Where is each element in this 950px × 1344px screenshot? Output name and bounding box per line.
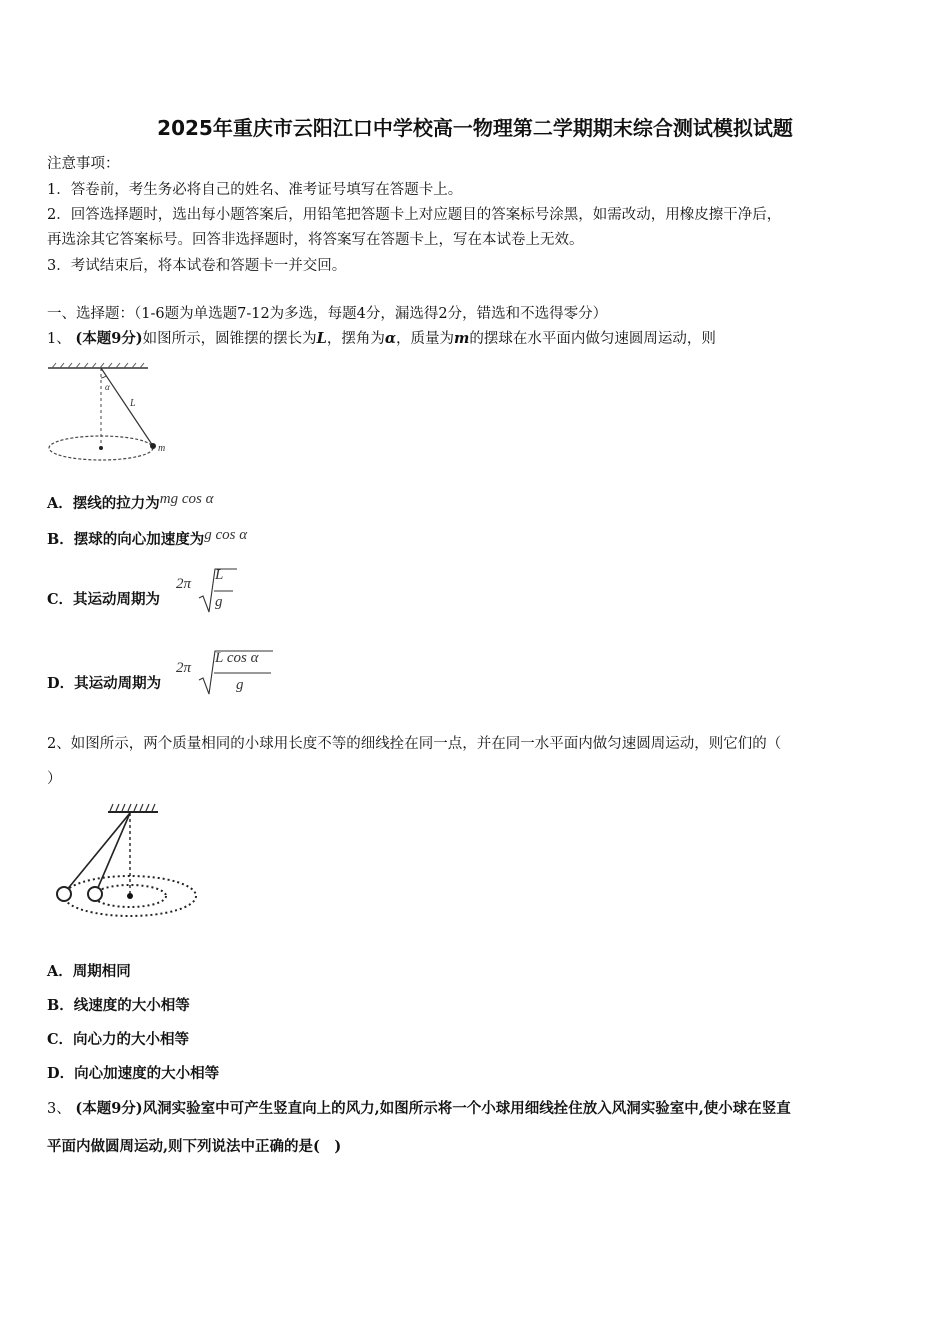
q1-option-c xyxy=(47,588,160,609)
q2-option-b-label: B． xyxy=(47,997,74,1014)
short-string xyxy=(97,813,130,890)
q1-option-a-label: A． xyxy=(47,495,73,512)
q1-option-c-numerator: L xyxy=(215,567,224,583)
q1-score: (本题9分) xyxy=(75,330,143,347)
q1-stem-b: ，摆角为 xyxy=(326,331,385,347)
q1-option-b-text: 摆球的向心加速度为 xyxy=(73,531,205,548)
q1-option-d-coef: 2π xyxy=(176,660,192,676)
q2-number: 2、 xyxy=(47,736,71,752)
angle-label: α xyxy=(105,382,110,392)
q2-option-c-label: C． xyxy=(47,1031,74,1048)
q1-option-b xyxy=(47,528,247,549)
section-heading: 一、选择题：（1-6题为单选题7-12为多选，每题4分，漏选得2分，错选和不选得零分） xyxy=(47,306,608,322)
q2-option-c xyxy=(47,1028,189,1049)
q1-option-a-formula: mg cos α xyxy=(159,491,214,507)
q2-option-a xyxy=(47,960,131,981)
outer-ball xyxy=(57,887,71,901)
q1-stem-c: ，质量为 xyxy=(396,331,455,347)
q3-stem-cont: 平面内做圆周运动,则下列说法中正确的是( ) xyxy=(47,1138,342,1155)
q2-option-c-text: 向心力的大小相等 xyxy=(73,1031,190,1048)
q2-option-b-text: 线速度的大小相等 xyxy=(73,997,190,1014)
q1-option-b-label: B． xyxy=(47,531,74,548)
q1-option-b-formula: g cos α xyxy=(204,527,248,543)
notice-item-3: 3．考试结束后，将本试卷和答题卡一并交回。 xyxy=(47,258,347,274)
q1-option-c-label: C． xyxy=(47,591,74,608)
question-1-stem xyxy=(47,327,716,348)
q2-option-a-label: A． xyxy=(47,963,73,980)
mass-label: m xyxy=(158,443,166,454)
q1-var-L: L xyxy=(316,330,327,347)
ceiling-hatch xyxy=(110,804,155,811)
question-3-stem xyxy=(47,1097,791,1118)
question-2-stem xyxy=(47,732,781,753)
q1-option-d-denominator: g xyxy=(236,677,244,693)
long-string xyxy=(66,813,130,891)
q1-var-m: m xyxy=(454,330,470,347)
q1-option-d-numerator: L cos α xyxy=(215,650,259,666)
q2-stem-a: 如图所示，两个质量相同的小球用长度不等的细线拴在同一点，并在同一水平面内做匀速圆周运动，则它们的（ xyxy=(70,736,782,752)
angle-arc xyxy=(101,376,106,378)
center-point xyxy=(99,446,103,450)
q1-option-c-text: 其运动周期为 xyxy=(73,591,161,608)
q1-var-alpha: α xyxy=(384,330,397,347)
q1-conical-pendulum-figure xyxy=(44,362,184,470)
q1-stem-a: 如图所示，圆锥摆的摆长为 xyxy=(142,331,317,347)
q2-two-pendulums-figure xyxy=(50,800,202,918)
q1-option-d-label: D． xyxy=(47,675,75,692)
pendulum-string xyxy=(101,368,153,446)
center-point xyxy=(127,893,133,899)
q2-option-b xyxy=(47,994,190,1015)
q3-score: (本题9分) xyxy=(75,1100,143,1117)
q1-option-a-text: 摆线的拉力为 xyxy=(72,495,160,512)
page-title: 2025年重庆市云阳江口中学校高一物理第二学期期末综合测试模拟试题 xyxy=(157,116,793,140)
q2-stem-close: ） xyxy=(47,771,62,787)
pendulum-bob xyxy=(150,443,156,449)
q1-option-c-coef: 2π xyxy=(176,576,192,592)
q2-option-a-text: 周期相同 xyxy=(72,963,131,980)
notice-heading: 注意事项： xyxy=(47,156,120,172)
q1-stem-d: 的摆球在水平面内做匀速圆周运动，则 xyxy=(469,331,716,347)
q3-number: 3、 xyxy=(47,1101,71,1117)
notice-item-2: 2．回答选择题时，选出每小题答案后，用铅笔把答题卡上对应题目的答案标号涂黑，如需改动，用橡皮擦干净后， xyxy=(47,207,782,223)
length-label: L xyxy=(130,398,136,409)
q1-option-d xyxy=(47,672,161,693)
q2-option-d-text: 向心加速度的大小相等 xyxy=(74,1065,220,1082)
q2-option-d xyxy=(47,1062,219,1083)
q1-option-c-denominator: g xyxy=(215,594,223,610)
q3-stem-a: 风洞实验室中可产生竖直向上的风力,如图所示将一个小球用细线拴住放入风洞实验室中,使小球在竖直 xyxy=(142,1100,791,1117)
q2-option-d-label: D． xyxy=(47,1065,75,1082)
q1-number: 1、 xyxy=(47,331,71,347)
notice-item-1: 1．答卷前，考生务必将自己的姓名、准考证号填写在答题卡上。 xyxy=(47,182,463,198)
inner-ball xyxy=(88,887,102,901)
q1-option-d-text: 其运动周期为 xyxy=(74,675,162,692)
notice-item-2-cont: 再选涂其它答案标号。回答非选择题时，将答案写在答题卡上，写在本试卷上无效。 xyxy=(47,232,584,248)
q1-option-a xyxy=(47,492,213,513)
